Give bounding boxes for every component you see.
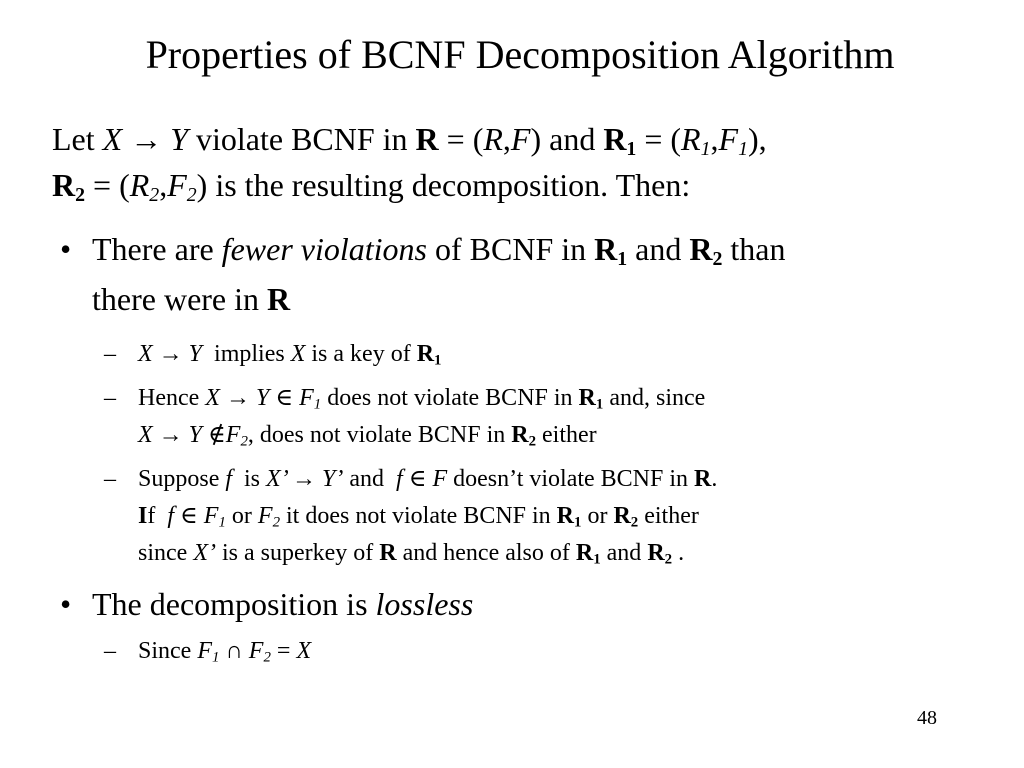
page-number: 48 [917, 707, 937, 729]
sub-hence-line-2: X → Y $\notin F_2$, does not violate BCNF in $R_2$ either [138, 422, 597, 450]
intro-paragraph [52, 116, 767, 208]
sub-since-intersection: – Since $F_1$ ∩ $F_2 = X$ [104, 638, 312, 666]
slide-title: Properties of BCNF Decomposition Algorithm [145, 32, 895, 77]
intro-line-2: $R_2 = (R_2,F_2)$ is the resulting decomposition. Then: [52, 167, 691, 206]
sub-suppose-line-2: If f ∈ $F_1$ or $F_2$ it does not violate BCNF in $R_1$ or $R_2$ either [138, 503, 699, 531]
bullet-fewer-violations-line-2: there were in R [92, 281, 291, 317]
bullet-lossless: • The decomposition is lossless [60, 586, 474, 622]
intro-line-1: Let X → Y violate BCNF in R = (R,F) and $R_1 = (R_1,F_1)$, [52, 121, 767, 160]
bullet-marker: • [60, 231, 72, 267]
bullet-marker: • [60, 586, 72, 622]
sub-hence-line-1: – Hence X → Y ∈ $F_1$ does not violate BCNF in $R_1$ and, since [104, 385, 706, 413]
dash-marker: – [104, 466, 116, 492]
sub-key-implication: – X → Y implies X is a key of $R_1$ [104, 341, 442, 369]
sub-suppose-line-3: since X’ is a superkey of R and hence also of $R_1$ and $R_2$ . [138, 540, 685, 568]
dash-marker: – [104, 638, 116, 664]
sub-suppose-line-1: – Suppose f is X’ → Y’ and f ∈ F doesn’t violate BCNF in R. [104, 466, 718, 492]
dash-marker: – [104, 385, 116, 411]
bullet-fewer-violations-line-1: • There are fewer violations of BCNF in $R_1$ and $R_2$ than [60, 231, 786, 270]
dash-marker: – [104, 341, 116, 367]
